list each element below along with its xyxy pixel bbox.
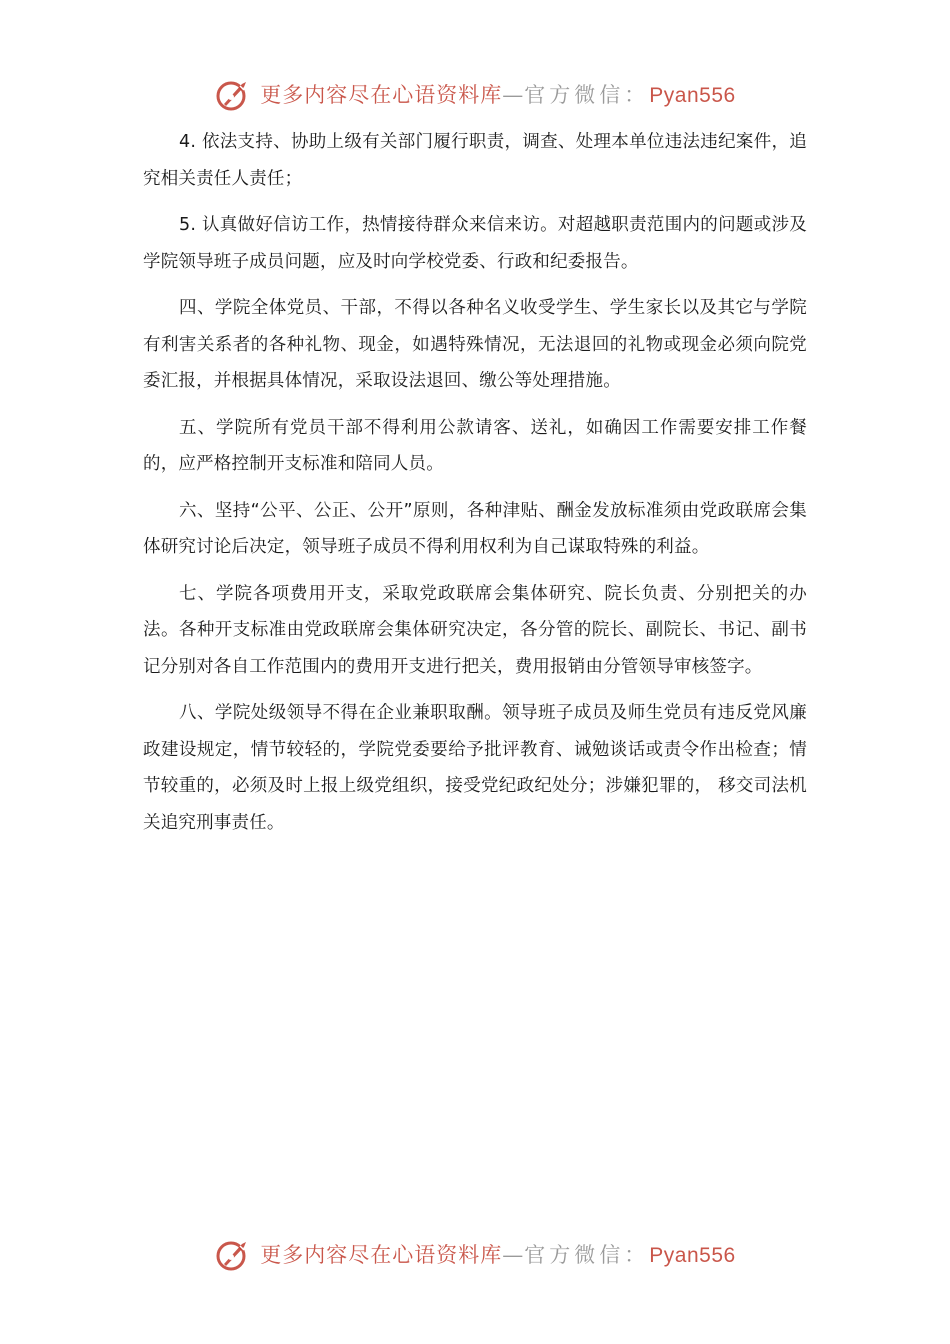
header-banner	[0, 72, 950, 116]
document-body	[143, 124, 807, 851]
banner-text	[260, 1239, 735, 1269]
banner-wechat-label: 官方微信：	[524, 83, 650, 107]
banner-separator: —	[502, 1243, 525, 1267]
paragraph-item-5: 5. 认真做好信访工作，热情接待群众来信来访。对超越职责范围内的问题或涉及学院领导班子成员问题，应及时向学校党委、行政和纪委报告。	[143, 215, 807, 272]
paragraph-section-8: 八、学院处级领导不得在企业兼职取酬。领导班子成员及师生党员有违反党风廉政建设规定，情节较轻的，学院党委要给予批评教育、诫勉谈话或责令作出检查；情节较重的，必须及时上报上级党组织，接受党纪政纪处分；涉嫌犯罪的， 移交司法机关追究刑事责任。	[143, 703, 807, 833]
paragraph-section-4: 四、学院全体党员、干部，不得以各种名义收受学生、学生家长以及其它与学院有利害关系者的各种礼物、现金，如遇特殊情况，无法退回的礼物或现金必须向院党委汇报，并根据具体情况，采取设法退回、缴公等处理措施。	[143, 298, 807, 391]
banner-main-text: 更多内容尽在心语资料库	[260, 83, 503, 107]
paragraph-section-7: 七、学院各项费用开支，采取党政联席会集体研究、院长负责、分别把关的办法。各种开支标准由党政联席会集体研究决定，各分管的院长、副院长、书记、副书记分别对各自工作范围内的费用开支进行把关，费用报销由分管领导审核签字。	[143, 583, 807, 677]
paragraph-item-4: 4. 依法支持、协助上级有关部门履行职责，调查、处理本单位违法违纪案件，追究相关责任人责任；	[143, 132, 807, 189]
paragraph-section-6: 六、坚持“公平、公正、公开”原则，各种津贴、酬金发放标准须由党政联席会集体研究讨论后决定，领导班子成员不得利用权利为自己谋取特殊的利益。	[143, 500, 807, 557]
banner-wechat-id: Pyan556	[649, 1244, 736, 1267]
banner-text	[260, 79, 735, 109]
banner-wechat-id: Pyan556	[649, 84, 736, 107]
banner-wechat-label: 官方微信：	[524, 1243, 650, 1267]
footer-banner	[0, 1232, 950, 1276]
pen-logo-icon	[214, 74, 254, 114]
pen-logo-icon	[214, 1234, 254, 1274]
paragraph-section-5: 五、学院所有党员干部不得利用公款请客、送礼，如确因工作需要安排工作餐的，应严格控制开支标准和陪同人员。	[143, 417, 807, 474]
banner-main-text: 更多内容尽在心语资料库	[260, 1243, 503, 1267]
banner-separator: —	[502, 83, 525, 107]
